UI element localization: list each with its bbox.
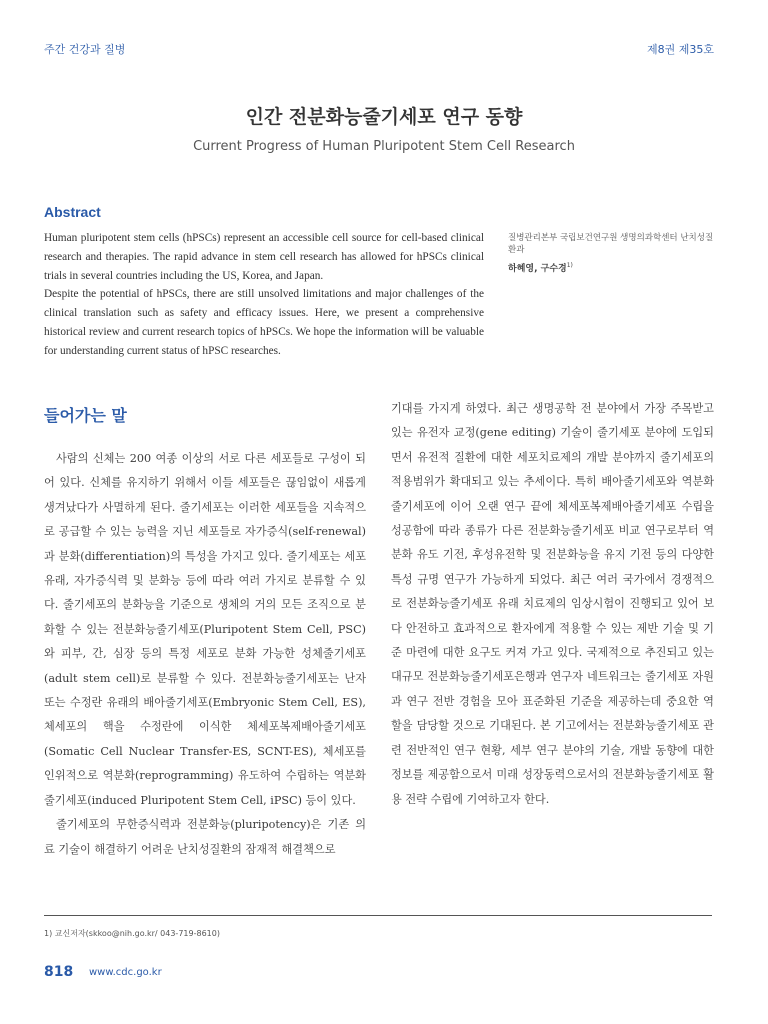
article-title: 인간 전분화능줄기세포 연구 동향 xyxy=(245,106,523,128)
body-column-left xyxy=(44,447,366,862)
page-number: 818 xyxy=(44,964,74,980)
abstract-body xyxy=(44,229,484,361)
footnote-divider xyxy=(44,915,712,916)
volume-issue: 제8권 제35호 xyxy=(647,43,714,56)
website-url: www.cdc.go.kr xyxy=(89,967,162,978)
author-names xyxy=(508,261,573,274)
abstract-paragraph: Despite the potential of hPSCs, there are still unsolved limitations and major challenges of the clinical translation such as safety and efficacy issues. Here, we present a comprehensive historical review and current research topics of hPSCs. We hope the information will be valuable for understanding current status of hPSC researches. xyxy=(44,288,484,357)
article-subtitle: Current Progress of Human Pluripotent Stem Cell Research xyxy=(193,139,575,154)
corresponding-mark: 1) xyxy=(566,262,573,269)
author-affiliation: 질병관리본부 국립보건연구원 생명의과학센터 난치성질환과 xyxy=(508,233,714,255)
section-heading: 들어가는 말 xyxy=(44,406,127,425)
body-paragraph: 기대를 가지게 하였다. 최근 생명공학 전 분야에서 가장 주목받고 있는 유전자 교정(gene editing) 기술이 줄기세포 분야에 도입되면서 유전적 질환에 대한 세포치료제의 개발 분야까지 줄기세포의 적용범위가 확대되고 있는 추세이다. 특히 배아줄기세포와 역분화줄기세포에 이어 오랜 연구 끝에 체세포복제배아줄기세포 수립을 성공함에 따라 종류가 다른 전분화능줄기세포 비교 연구로부터 역분화 유도 기전, 후성유전학 및 전분화능을 유지 기전 등의 다양한 특성 규명 연구가 가능하게 되었다. 최근 여러 국가에서 경쟁적으로 전분화능줄기세포 유래 치료제의 임상시험이 진행되고 있어 보다 안전하고 효과적으로 환자에게 적용할 수 있는 제반 기술 및 기준 마련에 대한 요구도 커져 가고 있다. 국제적으로 추진되고 있는 대규모 전분화능줄기세포은행과 연구자 네트워크는 줄기세포 자원과 연구 전반 경험을 모아 표준화된 기준을 제공하는데 중요한 역할을 담당할 것으로 기대된다. 본 기고에서는 전분화능줄기세포 관련 전반적인 연구 현황, 세부 연구 분야의 기술, 개발 동향에 대한 정보를 제공함으로서 미래 성장동력으로서의 전분화능줄기세포 활용 전략 수립에 기여하고자 한다. xyxy=(391,402,714,806)
abstract-heading: Abstract xyxy=(44,204,101,220)
abstract-paragraph: Human pluripotent stem cells (hPSCs) represent an accessible cell source for cell-based clinical research and therapies. The rapid advance in stem cell research has allowed for hPSCs clinical trials in several countries including the US, Korea, and Japan. xyxy=(44,232,484,282)
author-names-text: 하혜영, 구수경 xyxy=(508,264,567,274)
body-column-right xyxy=(391,397,714,812)
journal-name: 주간 건강과 질병 xyxy=(44,43,126,56)
body-paragraph: 줄기세포의 무한증식력과 전분화능(pluripotency)은 기존 의료 기술이 해결하기 어려운 난치성질환의 잠재적 해결책으로 xyxy=(44,818,366,856)
footnote: 1) 교신저자(skkoo@nih.go.kr/ 043-719-8610) xyxy=(44,929,220,938)
body-paragraph: 사람의 신체는 200 여종 이상의 서로 다른 세포들로 구성이 되어 있다. 신체를 유지하기 위해서 이들 세포들은 끊임없이 새롭게 생겨났다가 사멸하게 된다. 줄기세포는 이러한 세포들을 지속적으로 공급할 수 있는 능력을 지닌 세포들로 자가증식(self-renewal)과 분화(differentiation)의 특성을 가지고 있다. 줄기세포는 세포 유래, 자가증식력 및 분화능 등에 따라 여러 가지로 분류할 수 있다. 줄기세포의 분화능을 기준으로 생체의 거의 모든 조직으로 분화할 수 있는 전분화능줄기세포(Pluripotent Stem Cell, PSC)와 피부, 간, 심장 등의 특정 세포로 분화 가능한 성체줄기세포(adult stem cell)로 분류할 수 있다. 전분화능줄기세포는 난자 또는 수정란 유래의 배아줄기세포(Embryonic Stem Cell, ES), 체세포의 핵을 수정란에 이식한 체세포복제배아줄기세포(Somatic Cell Nuclear Transfer-ES, SCNT-ES), 체세포를 인위적으로 역분화(reprogramming) 유도하여 수립하는 역분화줄기세포(induced Pluripotent Stem Cell, iPSC) 등이 있다. xyxy=(44,452,366,807)
